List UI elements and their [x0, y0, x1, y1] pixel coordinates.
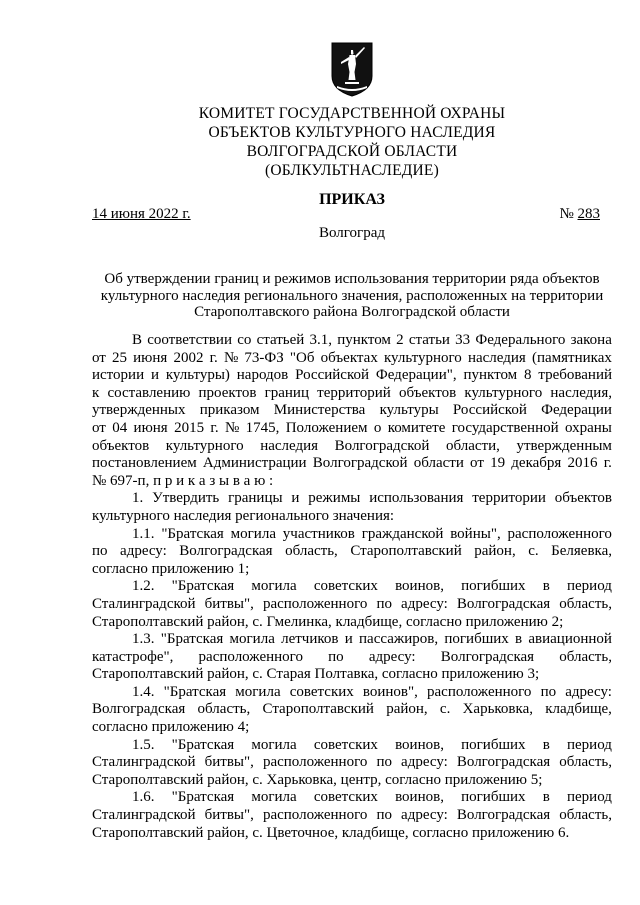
body-line: Старополтавский район, с. Гмелинка, кладбище, согласно приложению 2;	[92, 613, 564, 630]
body-line: 1. Утвердить границы и режимы использования территории объектов	[132, 490, 612, 507]
order-number	[559, 205, 600, 224]
org-line: КОМИТЕТ ГОСУДАРСТВЕННОЙ ОХРАНЫ	[198, 105, 506, 122]
body-line: объектов культурного наследия Волгоградской области, утвержденным	[92, 437, 612, 454]
order-title: ПРИКАЗ	[319, 191, 385, 208]
body-line: катастрофе", расположенного по адресу: Волгоградская область,	[92, 648, 612, 665]
body-line: постановлением Администрации Волгоградской области от 19 декабря 2016 г.	[92, 455, 612, 472]
body-line: 1.2. "Братская могила советских воинов, погибших в период	[132, 578, 612, 595]
coat-of-arms-emblem	[331, 42, 373, 97]
body-line: 1.3. "Братская могила летчиков и пассажиров, погибших в авиационной	[132, 631, 612, 648]
body-line: согласно приложению 1;	[92, 560, 250, 577]
order-number-prefix: №	[559, 206, 574, 222]
subject-line: Старополтавского района Волгоградской области	[194, 304, 510, 320]
org-line: ОБЪЕКТОВ КУЛЬТУРНОГО НАСЛЕДИЯ	[208, 124, 496, 141]
body-line: культурного наследия регионального значения:	[92, 507, 395, 524]
body-line: истории и культуры) народов Российской Федерации", пунктом 8 требований	[92, 367, 612, 384]
body-line: Старополтавский район, с. Старая Полтавка, согласно приложению 3;	[92, 666, 540, 683]
body-line: согласно приложению 4;	[92, 719, 250, 736]
order-subject	[92, 271, 612, 321]
body-line: утвержденных приказом Министерства культуры Российской Федерации	[92, 402, 612, 419]
body-line: Сталинградской битвы", расположенного по адресу: Волгоградская область,	[92, 754, 612, 771]
organization-header	[120, 104, 584, 180]
org-line: (ОБЛКУЛЬТНАСЛЕДИЕ)	[265, 162, 439, 179]
body-line: № 697-п, п р и к а з ы в а ю :	[92, 472, 274, 489]
body-line: В соответствии со статьей 3.1, пунктом 2 статьи 33 Федерального закона	[132, 332, 612, 348]
body-line: по адресу: Волгоградская область, Старополтавский район, с. Беляевка,	[92, 543, 612, 560]
order-city: Волгоград	[318, 225, 385, 241]
order-date: 14 июня 2022 г.	[92, 206, 191, 222]
order-body	[92, 332, 612, 842]
body-line: Старополтавский район, с. Цветочное, кладбище, согласно приложению 6.	[92, 824, 570, 841]
subject-line: культурного наследия регионального значения, расположенных на территории	[100, 287, 604, 304]
body-line: 1.1. "Братская могила участников гражданской войны", расположенного	[132, 525, 612, 542]
body-line: от 04 июня 2015 г. № 1745, Положением о комитете государственной охраны	[92, 419, 612, 436]
body-line: Волгоградская область, Старополтавский район, с. Харьковка, кладбище,	[92, 701, 612, 718]
body-line: Сталинградской битвы", расположенного по адресу: Волгоградская область,	[92, 807, 612, 824]
body-line: Сталинградской битвы", расположенного по адресу: Волгоградская область,	[92, 595, 612, 612]
org-line: ВОЛГОГРАДСКОЙ ОБЛАСТИ	[246, 143, 458, 160]
body-line: 1.6. "Братская могила советских воинов, погибших в период	[132, 789, 612, 806]
order-number-value: 283	[577, 206, 600, 222]
coat-of-arms-icon	[331, 42, 373, 97]
body-line: 1.5. "Братская могила советских воинов, погибших в период	[132, 736, 612, 753]
subject-line: Об утверждении границ и режимов использования территории ряда объектов	[104, 271, 600, 287]
body-line: Старополтавский район, с. Харьковка, центр, согласно приложению 5;	[92, 771, 543, 788]
body-line: от 25 июня 2002 г. № 73-ФЗ "Об объектах культурного наследия (памятниках	[92, 349, 612, 366]
body-line: 1.4. "Братская могила советских воинов", расположенного по адресу:	[132, 683, 612, 700]
body-line: к составлению проектов границ территорий объектов культурного наследия,	[92, 384, 612, 401]
